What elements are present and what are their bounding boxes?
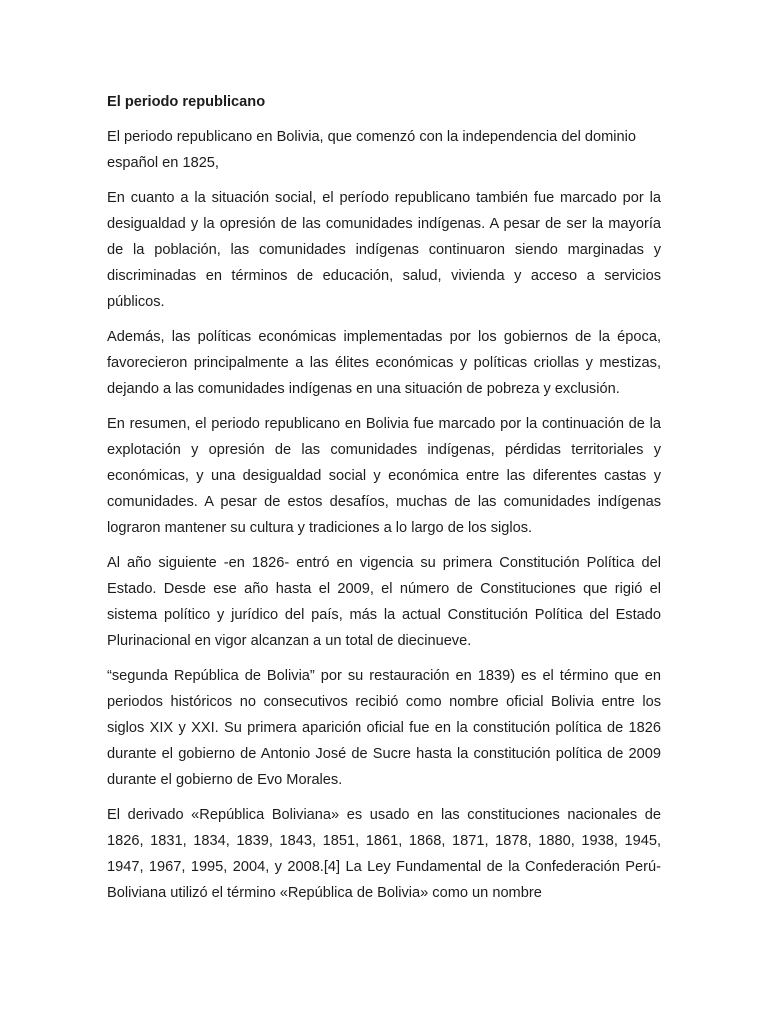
paragraph-economic-policies: Además, las políticas económicas implementadas por los gobiernos de la época, favorecieron principalmente a las élites económicas y políticas criollas y mestizas, dejando a las comunidades indígenas en una situación de pobreza y exclusión. <box>107 329 661 397</box>
paragraph-summary: En resumen, el periodo republicano en Bolivia fue marcado por la continuación de la explotación y opresión de las comunidades indígenas, pérdidas territoriales y económicas, y una desigualdad social y económica entre las diferentes castas y comunidades. A pesar de estos desafíos, muchas de las comunidades indígenas lograron mantener su cultura y tradiciones a lo largo de los siglos. <box>107 416 661 536</box>
paragraph-intro: El periodo republicano en Bolivia, que comenzó con la independencia del dominio español en 1825, <box>107 129 636 171</box>
paragraph-republica-boliviana: El derivado «República Boliviana» es usado en las constituciones nacionales de 1826, 1831, 1834, 1839, 1843, 1851, 1861, 1868, 1871, 1878, 1880, 1938, 1945, 1947, 1967, 1995, 2004, y 2008.[4] La Ley Fundamental de la Confederación Perú-Boliviana utilizó el término «República de Bolivia» como un nombre <box>107 807 661 901</box>
document-title: El periodo republicano <box>107 94 266 110</box>
paragraph-social-situation: En cuanto a la situación social, el período republicano también fue marcado por la desigualdad y la opresión de las comunidades indígenas. A pesar de ser la mayoría de la población, las comunidades indígenas continuaron siendo marginadas y discriminadas en términos de educación, salud, vivienda y acceso a servicios públicos. <box>107 190 661 310</box>
document-body <box>107 89 661 915</box>
paragraph-constitution: Al año siguiente -en 1826- entró en vigencia su primera Constitución Política del Estado. Desde ese año hasta el 2009, el número de Constituciones que rigió el sistema político y jurídico del país, más la actual Constitución Política del Estado Plurinacional en vigor alcanzan a un total de diecinueve. <box>107 555 661 649</box>
paragraph-second-republic: “segunda República de Bolivia” por su restauración en 1839) es el término que en periodos históricos no consecutivos recibió como nombre oficial Bolivia entre los siglos XIX y XXI. Su primera aparición oficial fue en la constitución política de 1826 durante el gobierno de Antonio José de Sucre hasta la constitución política de 2009 durante el gobierno de Evo Morales. <box>107 668 661 788</box>
